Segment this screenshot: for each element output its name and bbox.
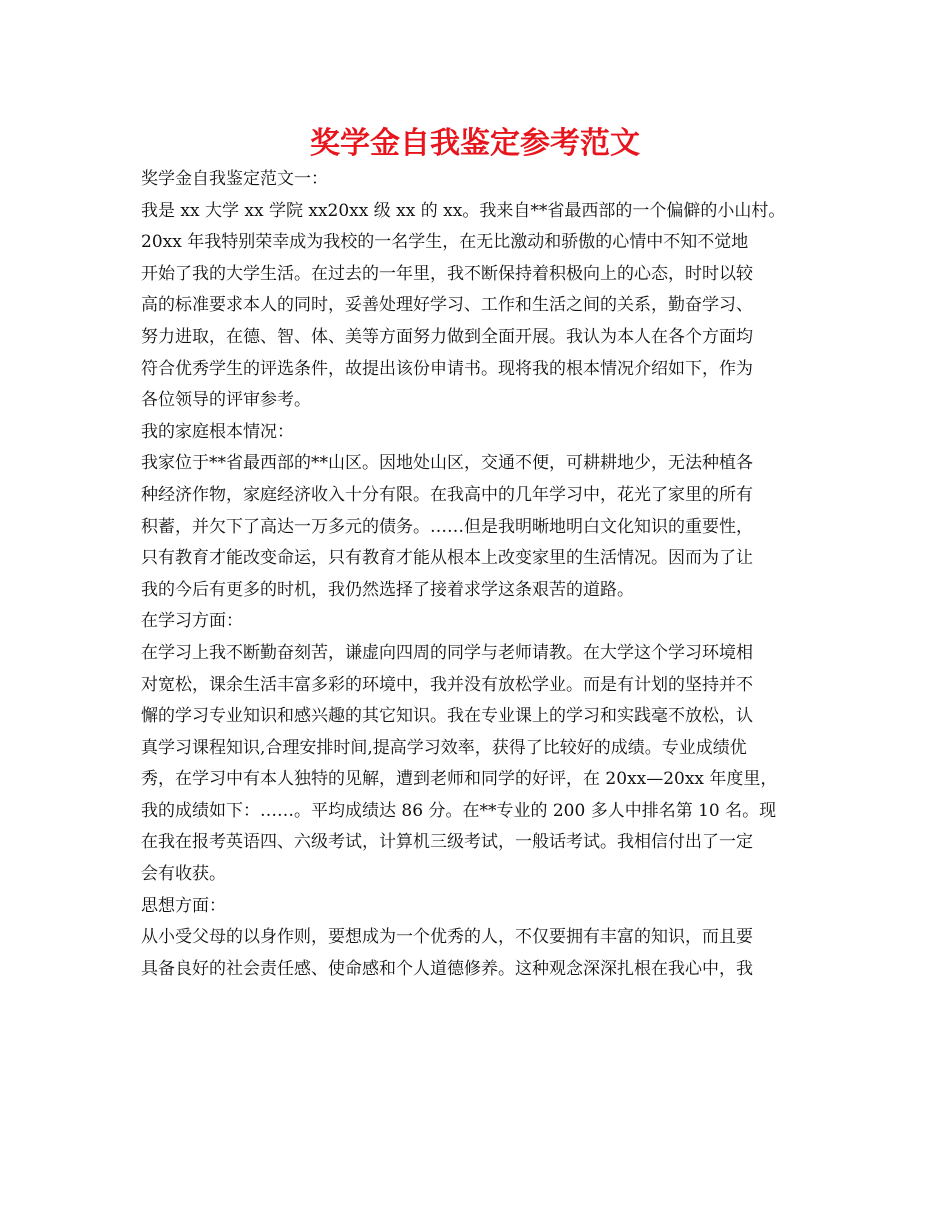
paragraph-line: 懈的学习专业知识和感兴趣的其它知识。我在专业课上的学习和实践毫不放松，认 xyxy=(141,706,753,727)
paragraph-line: 只有教育才能改变命运，只有教育才能从根本上改变家里的生活情况。因而为了让 xyxy=(141,548,753,569)
section-heading: 思想方面： xyxy=(141,895,226,916)
section-heading: 奖学金自我鉴定范文一： xyxy=(141,169,328,189)
paragraph-line: 我家位于**省最西部的**山区。因地处山区，交通不便，可耕耕地少，无法种植各 xyxy=(141,453,753,474)
section-heading: 在学习方面： xyxy=(141,611,243,632)
paragraph-line: 开始了我的大学生活。在过去的一年里，我不断保持着积极向上的心态，时时以较 xyxy=(141,263,753,284)
paragraph-line: 真学习课程知识,合理安排时间,提高学习效率，获得了比较好的成绩。专业成绩优 xyxy=(141,737,747,758)
paragraph-line: 种经济作物，家庭经济收入十分有限。在我高中的几年学习中，花光了家里的所有 xyxy=(141,484,753,505)
paragraph-line: 会有收获。 xyxy=(141,864,226,885)
paragraph-line: 在学习上我不断勤奋刻苦，谦虚向四周的同学与老师请教。在大学这个学习环境相 xyxy=(141,642,753,663)
paragraph-line: 高的标准要求本人的同时，妥善处理好学习、工作和生活之间的关系，勤奋学习、 xyxy=(141,295,753,316)
section-heading: 我的家庭根本情况： xyxy=(141,421,294,442)
paragraph-line: 具备良好的社会责任感、使命感和个人道德修养。这种观念深深扎根在我心中，我 xyxy=(141,958,753,979)
paragraph-line: 我的成绩如下：……。平均成绩达 86 分。在**专业的 200 多人中排名第 10 名。现 xyxy=(141,800,777,821)
paragraph-line: 符合优秀学生的评选条件，故提出该份申请书。现将我的根本情况介绍如下，作为 xyxy=(141,358,753,379)
paragraph-line: 在我在报考英语四、六级考试，计算机三级考试，一般话考试。我相信付出了一定 xyxy=(141,832,753,853)
paragraph-line: 我是 xx 大学 xx 学院 xx20xx 级 xx 的 xx。我来自**省最西部的一个偏僻的小山村。 xyxy=(141,200,786,221)
paragraph-line: 积蓄，并欠下了高达一万多元的债务。……但是我明晰地明白文化知识的重要性， xyxy=(141,516,753,537)
paragraph-line: 秀，在学习中有本人独特的见解，遭到老师和同学的好评，在 20xx—20xx 年度里， xyxy=(141,769,778,790)
paragraph-line: 我的今后有更多的时机，我仍然选择了接着求学这条艰苦的道路。 xyxy=(141,579,634,600)
paragraph-line: 从小受父母的以身作则，要想成为一个优秀的人，不仅要拥有丰富的知识，而且要 xyxy=(141,927,753,948)
document-title: 奖学金自我鉴定参考范文 xyxy=(310,126,640,161)
paragraph-line: 20xx 年我特别荣幸成为我校的一名学生，在无比激动和骄傲的心情中不知不觉地 xyxy=(141,232,749,253)
paragraph-line: 努力进取，在德、智、体、美等方面努力做到全面开展。我认为本人在各个方面均 xyxy=(141,326,753,347)
paragraph-line: 各位领导的评审参考。 xyxy=(141,390,311,411)
document-body xyxy=(141,164,821,985)
paragraph-line: 对宽松，课余生活丰富多彩的环境中，我并没有放松学业。而是有计划的坚持并不 xyxy=(141,674,753,695)
